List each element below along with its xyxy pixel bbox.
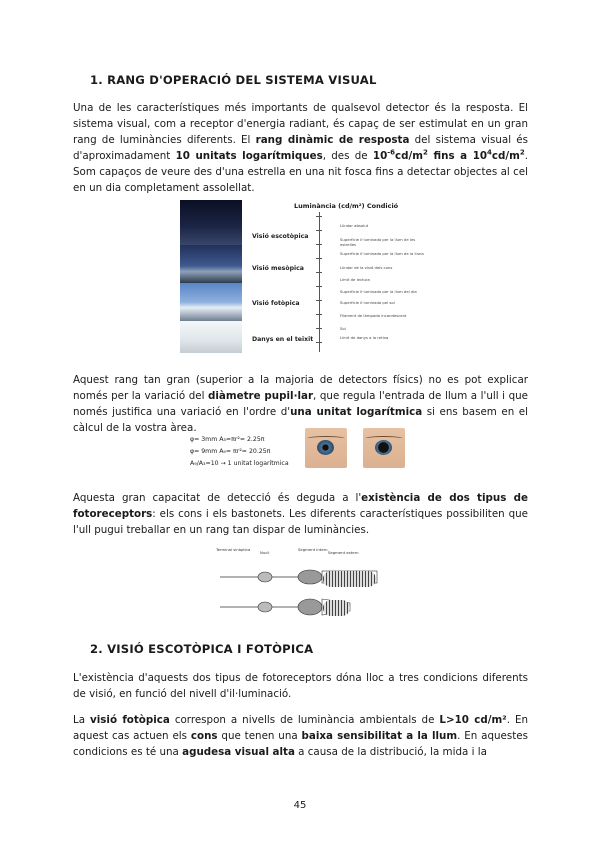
nucleus-label: Nucli: [260, 550, 270, 555]
photopic-label: Visió fotòpica: [252, 300, 300, 307]
figure-header: Luminància (cd/m²) Condició: [294, 202, 399, 210]
pupil-diameter-figure: [190, 428, 420, 478]
paragraph-5: La visió fotòpica correspon a nivells de luminància ambientals de L>10 cd/m². En aquest cas actuen els cons que tenen una baixa sensibilitat a la llum. En aquestes condicions es té una agudesa visual alta a causa de la distribució, la mida i la: [73, 714, 528, 758]
formula-line: A₉/A₃=10 → 1 unitat logarítmica: [190, 460, 289, 467]
synaptic-terminal-label: Terminal sinàptica: [216, 547, 251, 552]
luminance-range-figure: [180, 200, 430, 355]
photoreceptor-drawing: [200, 557, 390, 625]
paragraph-3: Aquesta gran capacitat de detecció és deguda a l'existència de dos tipus de fotoreceptors: els cons i els bastonets. Les diferents característiques possibiliten que l'ull pugui treballar en un rang tan dispar de luminàncies.: [73, 492, 528, 536]
axis-tick: [316, 258, 322, 259]
condition-text: Llindar de la visió dels cons: [340, 265, 393, 270]
tissue-damage-label: Danys en el teixit: [252, 336, 314, 343]
condition-text: Límit de danys a la retina: [340, 335, 389, 340]
axis-tick: [316, 328, 322, 329]
condition-text: Superfície il·luminada per la llum de les estrelles: [340, 237, 416, 247]
condition-text: Filament de làmpada incandescent: [340, 313, 407, 318]
formula-line: φ= 3mm A₃=πr²= 2.25π: [190, 436, 265, 443]
section-heading-2: 2. VISIÓ ESCOTÒPICA I FOTÒPICA: [90, 642, 314, 656]
condition-text: Superfície il·luminada pel sol: [340, 300, 395, 305]
night-sky-image: [180, 200, 242, 245]
rod-outer-segment: [323, 571, 376, 587]
dusk-mountain-image: [180, 245, 242, 283]
day-mountain-image: [180, 283, 242, 321]
bright-scene-image: [180, 321, 242, 353]
axis-tick: [316, 300, 322, 301]
paragraph-2: Aquest rang tan gran (superior a la majoria de detectors físics) no es pot explicar només per la variació del diàmetre pupil·lar, que regula l'entrada de llum a l'ull i que només justifica una variació en l'ordre d'una unitat logarítmica si ens basem en el càlcul de la vostra àrea.: [73, 374, 529, 434]
photoreceptor-figure: [200, 547, 390, 627]
paragraph-4: L'existència d'aquests dos tipus de fotoreceptors dóna lloc a tres condicions diferents de visió, en funció del nivell d'il·luminació.: [73, 672, 528, 700]
section-heading-1: 1. RANG D'OPERACIÓ DEL SISTEMA VISUAL: [90, 73, 377, 87]
axis-tick: [316, 286, 322, 287]
eye-small-pupil-image: [305, 428, 347, 468]
mesopic-label: Visió mesòpica: [252, 265, 304, 272]
outer-segment-label: Segment extern: [328, 550, 359, 555]
inner-segment-label: Segment intern: [298, 547, 328, 552]
condition-text: Llindar absolut: [340, 223, 369, 228]
condition-text: Sol: [340, 326, 346, 331]
axis-tick: [316, 314, 322, 315]
condition-text: Superfície il·luminada per la llum de la lluna: [340, 251, 424, 256]
axis-tick: [316, 342, 322, 343]
paragraph-1: Una de les característiques més importants de qualsevol detector és la resposta. El sistema visual, com a receptor d'energia radiant, és capaç de ser estimulat en un gran rang de luminàncies diferents. El rang dinàmic de resposta del sistema visual és d'aproximadament 10 unitats logarítmiques, des de $10^{-6}cd/m^2$ fins a $10^4cd/m^2$. Som capaços de veure des d'una estrella en una nit fosca fins a detectar objectes al cel en un dia completament assolellat.: [73, 102, 529, 194]
axis-tick: [316, 216, 322, 217]
scotopic-label: Visió escotòpica: [252, 233, 309, 240]
axis-tick: [316, 244, 322, 245]
axis-tick: [316, 272, 322, 273]
condition-text: Superfície il·luminada per la llum del dia: [340, 289, 417, 294]
eye-large-pupil-image: [363, 428, 405, 468]
luminance-axis: [319, 212, 320, 352]
axis-tick: [316, 230, 322, 231]
page-number: 45: [293, 800, 307, 811]
cone-outer-segment: [323, 600, 350, 616]
condition-text: Límit de lectura: [340, 277, 370, 282]
formula-line: φ= 9mm A₉= πr²= 20.25π: [190, 448, 271, 455]
